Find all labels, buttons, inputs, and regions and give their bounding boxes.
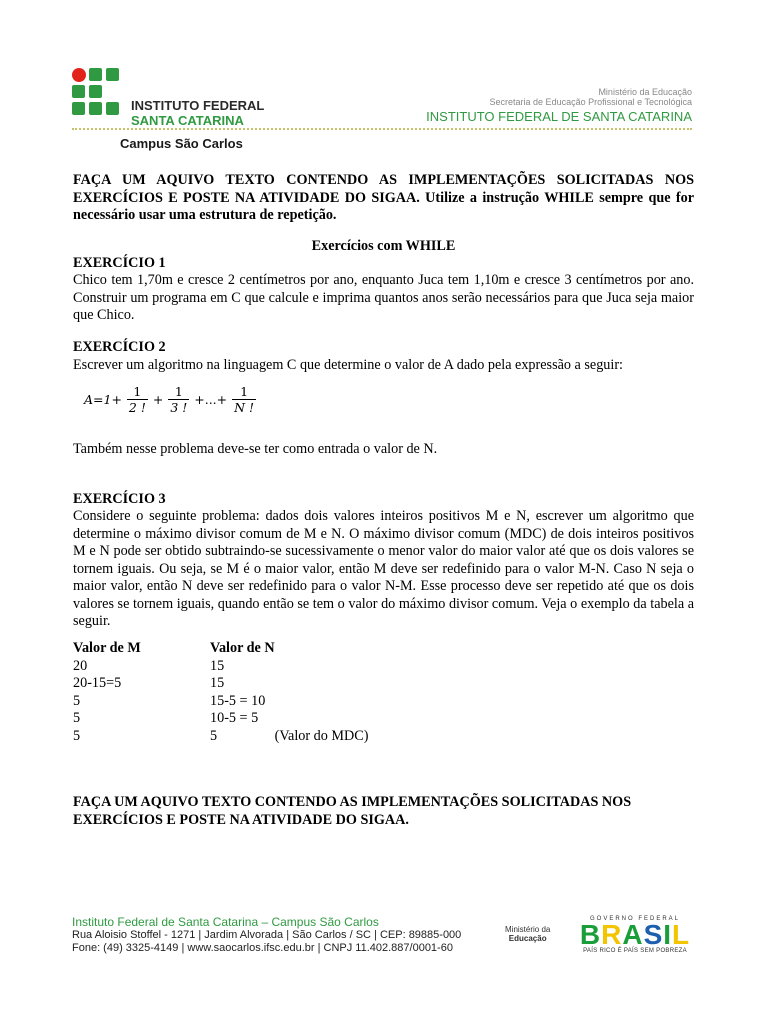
table-row: 5 10-5 = 5 [73, 710, 259, 726]
ifsc-logo [72, 68, 120, 116]
brasil-wordmark: BRASIL [579, 919, 691, 950]
column-header-m: Valor de M [73, 640, 141, 656]
exercise-2-title: EXERCÍCIO 2 [73, 339, 166, 355]
intro-instructions: FAÇA UM AQUIVO TEXTO CONTENDO AS IMPLEMENTAÇÕES SOLICITADAS NOS EXERCÍCIOS E POSTE NA ATIVIDADE DO SIGAA. Utilize a instrução WHILE sempre que for necessário usar uma estrutura de repetição. [73, 172, 694, 223]
exercise-1-text: Chico tem 1,70m e cresce 2 centímetros por ano, enquanto Juca tem 1,10m e cresce 3 centímetros por ano. Construir um programa em C que calcule e imprima quantos anos serão necessários para que Juca seja maior que Chico. [73, 272, 694, 323]
formula-ellipsis: +...+ [194, 392, 228, 407]
header-ministry-block [426, 87, 692, 125]
government-label: GOVERNO FEDERAL [589, 916, 680, 922]
logo-red-dot [72, 68, 86, 82]
formula-lhs: A=1+ [84, 392, 122, 407]
exercise-3-title: EXERCÍCIO 3 [73, 491, 166, 507]
secretariat-line: Secretaria de Educação Profissional e Tecnológica [489, 97, 692, 107]
section-title: Exercícios com WHILE [311, 238, 456, 254]
exercise-2-note: Também nesse problema deve-se ter como entrada o valor de N. [73, 441, 438, 457]
formula [84, 384, 257, 424]
table-header-row [73, 640, 368, 658]
header-divider [72, 128, 692, 130]
mdc-example-table [73, 640, 368, 745]
institute-full-name: INSTITUTO FEDERAL DE SANTA CATARINA [426, 109, 692, 124]
exercise-2-text: Escrever um algoritmo na linguagem C que determine o valor de A dado pela expressão a seguir: [73, 357, 623, 373]
table-row: 20 15 [73, 657, 225, 674]
brasil-government-logo [575, 916, 695, 958]
formula-plus: + [152, 392, 164, 407]
footer-address-line: Rua Aloisio Stoffel - 1271 | Jardim Alvorada | São Carlos / SC | CEP: 89885-000 [72, 929, 462, 941]
institution-line-2: SANTA CATARINA [131, 113, 244, 128]
footer-campus: Instituto Federal de Santa Catarina – Campus São Carlos [72, 915, 379, 929]
column-header-n: Valor de N [210, 640, 275, 656]
ministry-line: Ministério da Educação [598, 87, 692, 97]
institution-line-1: INSTITUTO FEDERAL [131, 98, 265, 113]
exercise-3-text: Considere o seguinte problema: dados dois valores inteiros positivos M e N, escrever um algoritmo que determine o máximo divisor comum de M e N. O máximo divisor comum (MDC) de dois inteiros positivos M e N pode ser obtido subtraindo-se sucessivamente o menor valor do maior valor até que os dois valores se tornem iguais. Ou seja, se M é o maior valor, então M deve ser redefinido para o valor M-N. Caso N seja o maior valor, então N deve ser redefinido para o valor N-M. Esse processo deve ser repetido até que os dois valores se tornem iguais, quando então se tem o valor do máximo divisor comum. Veja o exemplo da tabela a seguir. [73, 508, 694, 629]
table-row: 5 15-5 = 10 [73, 692, 266, 709]
fraction-1: $\frac{1}{2 !}$ [128, 384, 146, 415]
campus-name: Campus São Carlos [120, 136, 243, 151]
fraction-n: $\frac{1}{N !}$ [234, 384, 255, 415]
footer-contact-line: Fone: (49) 3325-4149 | www.saocarlos.ifsc.edu.br | CNPJ 11.402.887/0001-60 [72, 942, 453, 954]
mdc-result-note: (Valor do MDC) [274, 727, 369, 744]
institution-name [131, 98, 264, 128]
mec-logo: Ministério da Educação [505, 925, 551, 943]
government-slogan: PAÍS RICO É PAÍS SEM POBREZA [583, 948, 687, 954]
table-row: 5 5 (Valor do MDC) [73, 727, 369, 744]
footer-address [72, 916, 461, 955]
exercise-1-title: EXERCÍCIO 1 [73, 255, 166, 271]
closing-instructions: FAÇA UM AQUIVO TEXTO CONTENDO AS IMPLEMENTAÇÕES SOLICITADAS NOS EXERCÍCIOS E POSTE NA ATIVIDADE DO SIGAA. [73, 794, 632, 828]
table-row: 20-15=5 15 [73, 675, 225, 691]
fraction-2: $\frac{1}{3 !}$ [170, 384, 188, 415]
